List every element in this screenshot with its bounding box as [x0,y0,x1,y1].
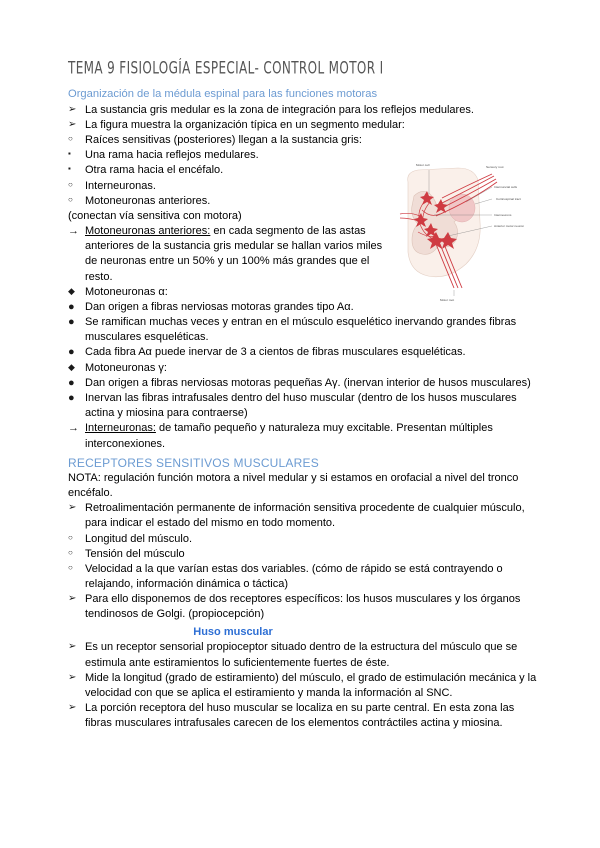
list-item [68,118,538,133]
arrowhead-bullet-icon: ➢ [68,671,77,683]
arrowhead-bullet-icon: ➢ [68,103,77,115]
list-item-label: Longitud del músculo. [85,532,193,545]
list-receptores [68,501,538,531]
hollow-circle-bullet-icon: ○ [68,562,73,572]
list-item-label: Otra rama hacia el encéfalo. [85,164,224,177]
list-item [68,701,538,731]
list-item-label: Mide la longitud (grado de estiramiento) del músculo, el grado de estimulación mecánica y la velocidad con que se aplica el estiramiento y manda la información al SNC. [85,671,537,699]
figure-label-motor-cell: Motor cell [416,163,430,167]
list-item [68,562,538,592]
figure-label-interneurons: Interneurons [494,213,512,217]
list-item-label: La porción receptora del huso muscular se localiza en su parte central. En esta zona las fibras musculares intrafusales carecen de los elementos contráctiles actina y miosina. [85,702,515,730]
list-item-label: La figura muestra la organización típica en un segmento medular: [85,118,405,131]
list-item [68,640,538,670]
list-item-label: Motoneuronas γ: [85,361,167,374]
list-item [68,671,538,701]
arrowhead-bullet-icon: ➢ [68,593,77,605]
list-item-label: Una rama hacia reflejos medulares. [85,149,259,162]
arrowhead-bullet-icon: ➢ [68,118,77,130]
list-item-label [85,224,397,285]
heading-huso-muscular: Huso muscular [193,625,273,638]
term-motoneuronas-anteriores-text: en cada segmento de las astas anteriores de la sustancia gris medular se hallan varios miles de neuronas entre un 50% y un 100% más grandes que el resto. [85,225,383,283]
arrowhead-bullet-icon: ➢ [68,641,77,653]
list-variables-musculares [68,532,538,593]
list-item-label: Es un receptor sensorial propioceptor situado dentro de la estructura del músculo que se estimula ante estiramientos lo suficientemente fuertes de éste. [85,641,518,669]
list-item-label [85,421,538,451]
list-item [68,592,538,622]
list-alpha-points [68,300,538,361]
list-item-label: Raíces sensitivas (posteriores) llegan a la sustancia gris: [85,134,362,147]
filled-dot-bullet-icon: ● [68,376,75,389]
filled-dot-bullet-icon: ● [68,346,75,359]
spinal-cord-figure [396,152,544,306]
hollow-circle-bullet-icon: ○ [68,194,73,204]
list-motoneuronas-gamma [68,361,538,376]
figure-label-sensory-root: Sensory root [486,165,504,169]
heading-organizacion: Organización de la médula espinal para las funciones motoras [68,87,378,100]
arrowhead-bullet-icon: ➢ [68,702,77,714]
list-item [68,532,538,547]
list-receptores-2 [68,592,538,622]
right-arrow-bullet-icon: → [68,225,79,238]
list-item-label: Interneuronas. [85,179,156,192]
filled-dot-bullet-icon: ● [68,300,75,313]
list-item [68,345,538,360]
hollow-circle-bullet-icon: ○ [68,134,73,144]
filled-dot-bullet-icon: ● [68,316,75,329]
filled-dot-bullet-icon: ● [68,391,75,404]
term-interneuronas-text: de tamaño pequeño y naturaleza muy excitable. Presentan múltiples interconexiones. [85,422,493,450]
list-item-label: Inervan las fibras intrafusales dentro del huso muscular (dentro de los husos musculares actina y miosina para contraerse) [85,391,517,420]
list-item-label: Velocidad a la que varían estas dos variables. (cómo de rápido se está contrayendo o relajando, información dinámica o táctica) [85,562,503,591]
list-gamma-points [68,376,538,422]
list-item-label: Motoneuronas α: [85,285,168,298]
diamond-bullet-icon: ◆ [68,285,75,296]
list-item [68,103,538,118]
list-item-label: Dan origen a fibras nerviosas motoras grandes tipo Aα. [85,300,354,313]
term-interneuronas: Interneuronas: [85,422,156,435]
list-item [68,315,538,345]
right-arrow-bullet-icon: → [68,422,79,435]
list-item-label: Retroalimentación permanente de información sensitiva procedente de cualquier músculo, para indicar el estado del mismo en todo momento. [85,502,525,530]
list-item-label: Tensión del músculo [85,547,185,560]
figure-label-motor-root: Motor root [440,298,455,302]
list-item-label: Motoneuronas anteriores. [85,194,211,207]
list-interneuronas [68,421,538,451]
nota-receptores: NOTA: regulación función motora a nivel medular y si estamos en orofacial a nivel del tronco encéfalo. [68,471,519,500]
list-item-label: Para ello disponemos de dos receptores específicos: los husos musculares y los órganos tendinosos de Golgi. (propiocepción) [85,593,521,621]
list-item-label: Dan origen a fibras nerviosas motoras pequeñas Aγ. (inervan interior de husos musculares) [85,376,531,389]
list-item [68,376,538,391]
filled-square-bullet-icon: ▪ [68,164,71,174]
figure-label-anterior-motor-neuron: Anterior motor neuron [494,224,525,228]
list-item-label: Cada fibra Aα puede inervar de 3 a cientos de fibras musculares esqueléticas. [85,346,466,359]
arrowhead-bullet-icon: ➢ [68,502,77,514]
list-item [68,421,538,451]
diamond-bullet-icon: ◆ [68,361,75,372]
list-organizacion [68,103,538,133]
heading-receptores-sensitivos: RECEPTORES SENSITIVOS MUSCULARES [68,455,319,470]
term-motoneuronas-anteriores: Motoneuronas anteriores: [85,225,211,238]
list-item [68,547,538,562]
hollow-circle-bullet-icon: ○ [68,532,73,542]
list-item [68,224,397,285]
list-item-label: Se ramifican muchas veces y entran en el músculo esquelético inervando grandes fibras musculares esqueléticas. [85,316,517,344]
figure-label-internuncial-cells: Internuncial cells [494,185,518,189]
list-item [68,133,538,148]
list-item [68,361,538,376]
list-item-label: La sustancia gris medular es la zona de integración para los reflejos medulares. [85,103,474,116]
figure-label-corticospinal-tract: Corticospinal tract [496,197,521,201]
filled-square-bullet-icon: ▪ [68,149,71,159]
page-title: TEMA 9 FISIOLOGÍA ESPECIAL- CONTROL MOTOR I [68,59,384,79]
list-item [68,391,538,421]
hollow-circle-bullet-icon: ○ [68,179,73,189]
list-huso-muscular [68,640,538,731]
hollow-circle-bullet-icon: ○ [68,547,73,557]
parenthetical-note: (conectan vía sensitiva con motora) [68,209,242,222]
list-organizacion-sub [68,133,538,148]
list-item [68,501,538,531]
